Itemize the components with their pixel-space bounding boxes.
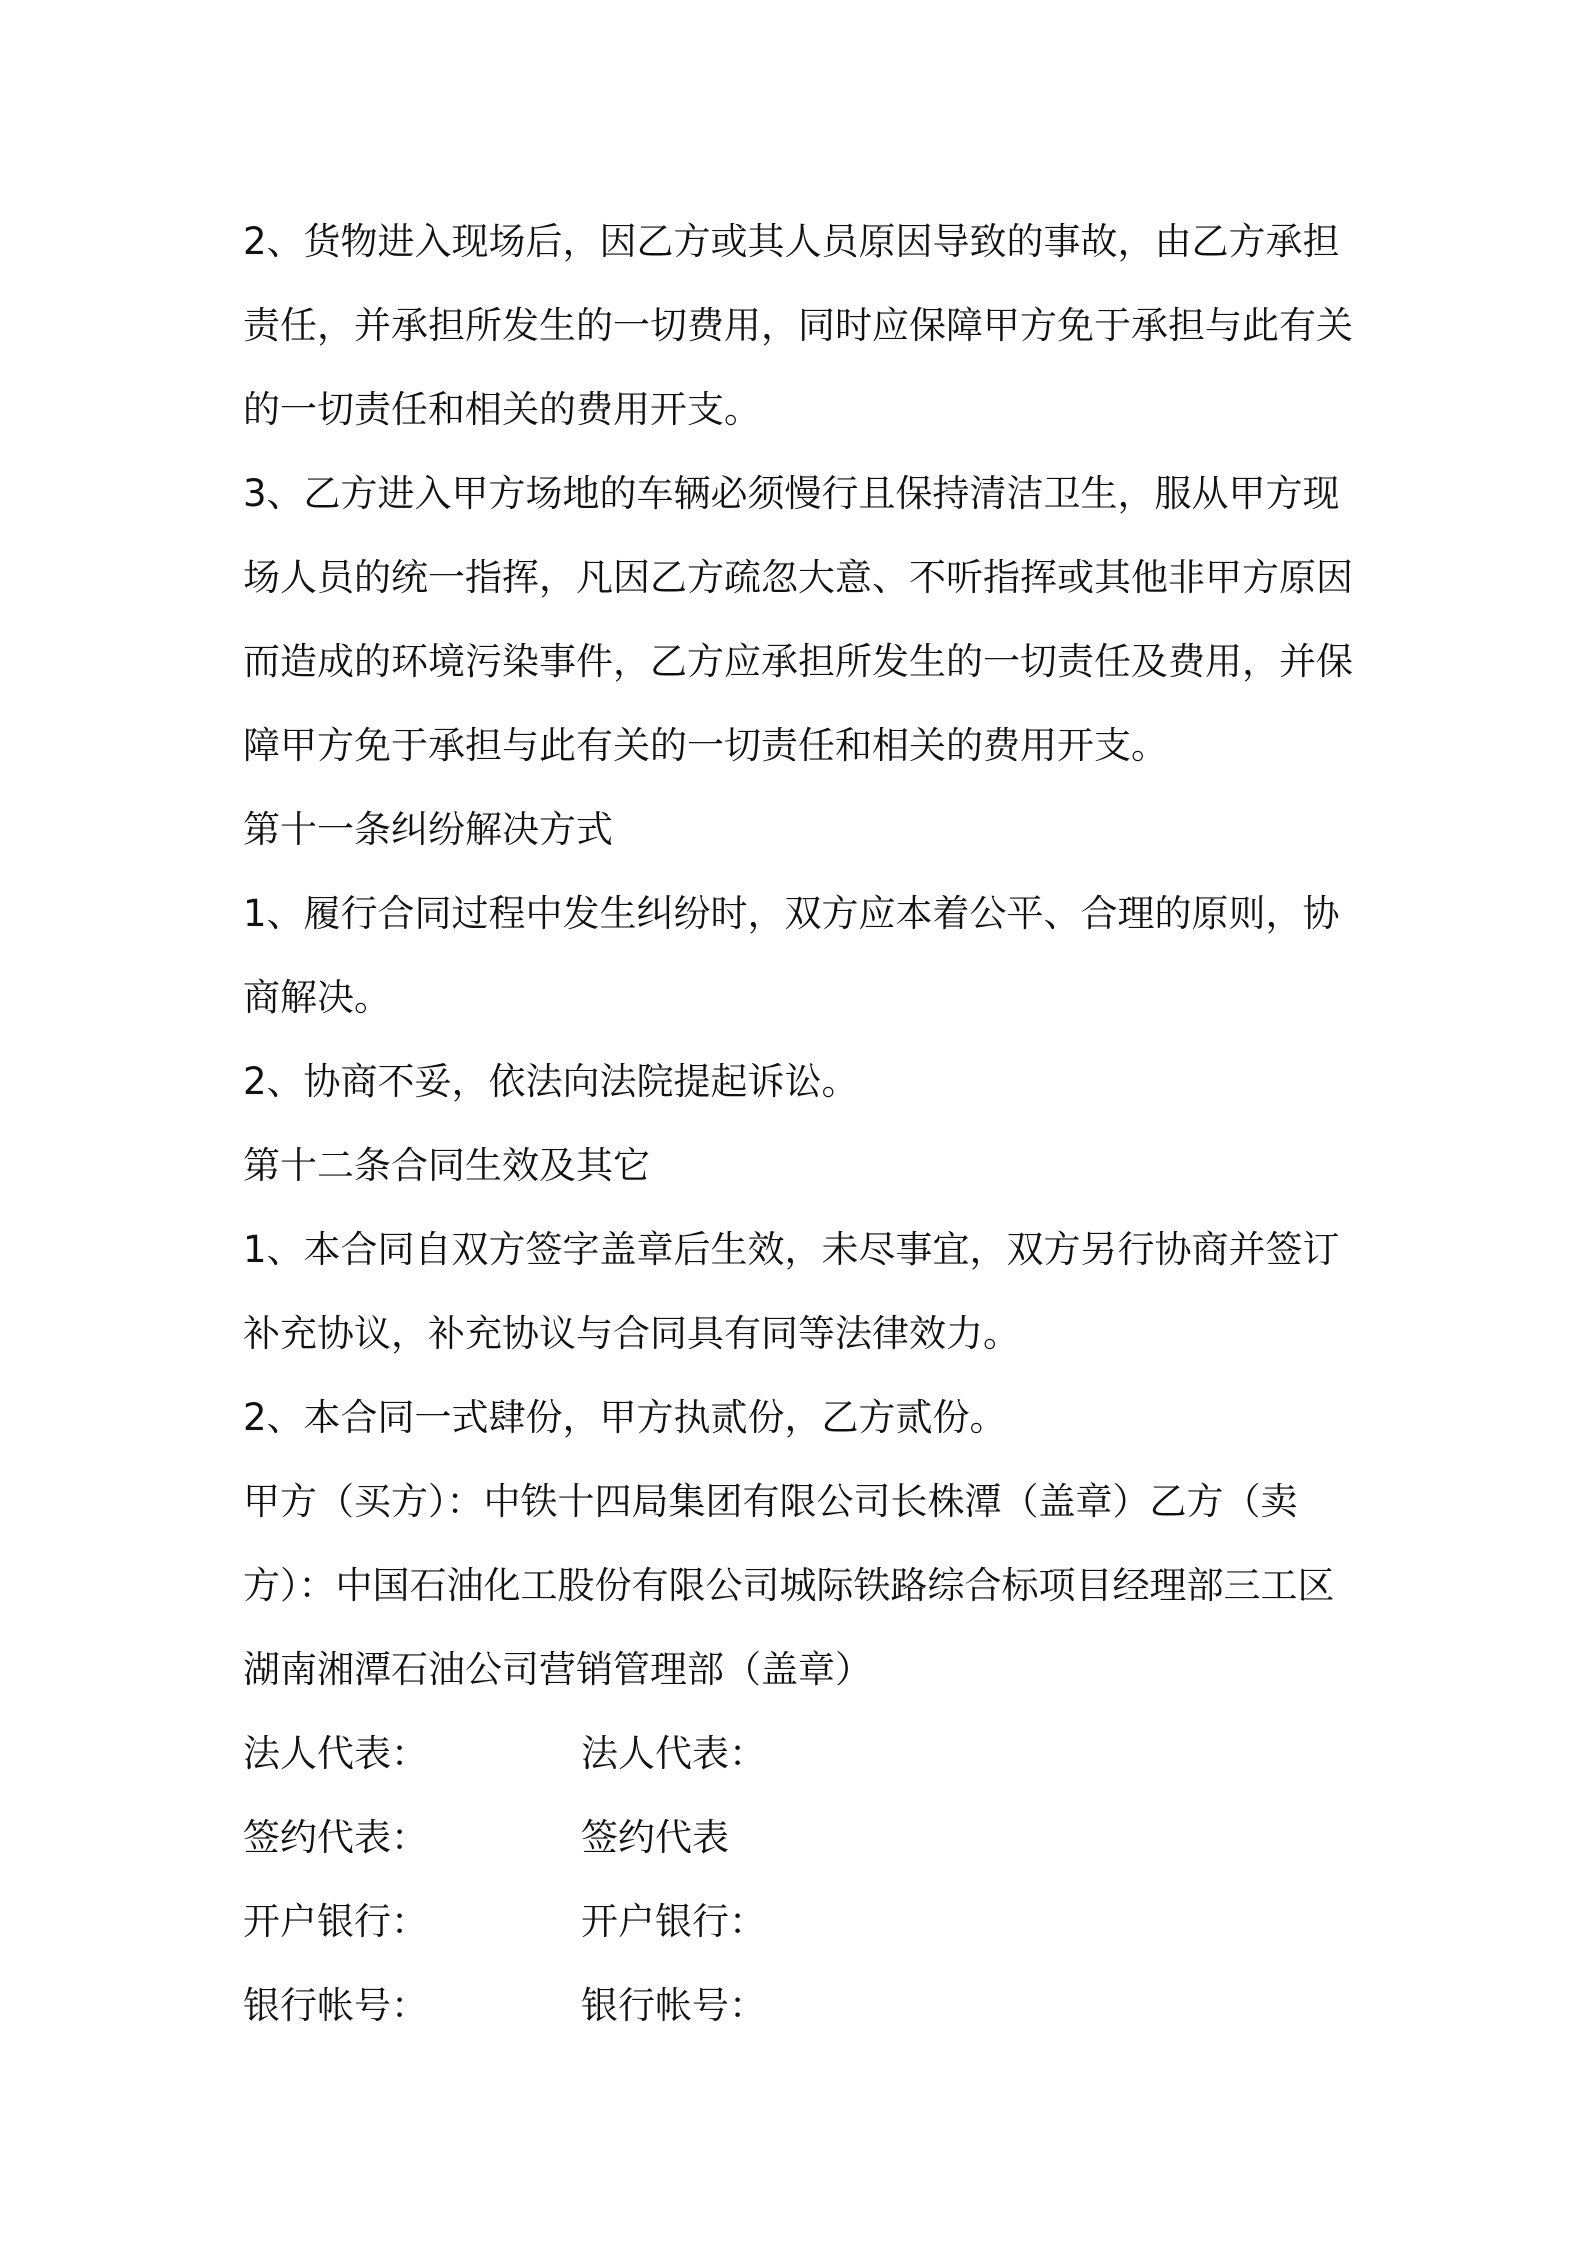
party-a-legal-rep-label: 法人代表： (243, 1732, 428, 1775)
signature-row-signing-rep (243, 1796, 1361, 1880)
signature-row-bank (243, 1880, 1361, 1964)
clause-3-paragraph: 3、乙方进入甲方场地的车辆必须慢行且保持清洁卫生，服从甲方现场人员的统一指挥，凡因乙方疏忽大意、不听指挥或其他非甲方原因而造成的环境污染事件，乙方应承担所发生的一切责任及费用，并保障甲方免于承担与此有关的一切责任和相关的费用开支。 (243, 472, 1353, 767)
party-a-signing-rep-label: 签约代表： (243, 1816, 428, 1859)
signature-row-account (243, 1964, 1361, 2048)
article-11-heading: 第十一条纠纷解决方式 (243, 808, 613, 851)
party-b-legal-rep-label: 法人代表： (581, 1732, 766, 1775)
signature-row-legal-rep (243, 1712, 1361, 1796)
article-12-clause-1: 1、本合同自双方签字盖章后生效，未尽事宜，双方另行协商并签订补充协议，补充协议与合同具有同等法律效力。 (243, 1228, 1340, 1355)
document-body (243, 200, 1361, 2048)
article-11-clause-2: 2、协商不妥，依法向法院提起诉讼。 (243, 1060, 859, 1103)
party-a-bank-label: 开户银行： (243, 1900, 428, 1943)
clause-2-paragraph: 2、货物进入现场后，因乙方或其人员原因导致的事故，由乙方承担责任，并承担所发生的一切费用，同时应保障甲方免于承担与此有关的一切责任和相关的费用开支。 (243, 220, 1353, 431)
party-b-signing-rep-label: 签约代表 (581, 1816, 729, 1859)
party-a-account-label: 银行帐号： (243, 1984, 428, 2027)
parties-paragraph: 甲方（买方）：中铁十四局集团有限公司长株潭（盖章）乙方（卖方）：中国石油化工股份有限公司城际铁路综合标项目经理部三工区湖南湘潭石油公司营销管理部（盖章） (243, 1480, 1335, 1691)
article-11-clause-1: 1、履行合同过程中发生纠纷时，双方应本着公平、合理的原则，协商解决。 (243, 892, 1340, 1019)
party-b-bank-label: 开户银行： (581, 1900, 766, 1943)
party-b-account-label: 银行帐号： (581, 1984, 766, 2027)
signature-table (243, 1712, 1361, 2048)
article-12-heading: 第十二条合同生效及其它 (243, 1144, 650, 1187)
article-12-clause-2: 2、本合同一式肆份，甲方执贰份，乙方贰份。 (243, 1396, 1007, 1439)
